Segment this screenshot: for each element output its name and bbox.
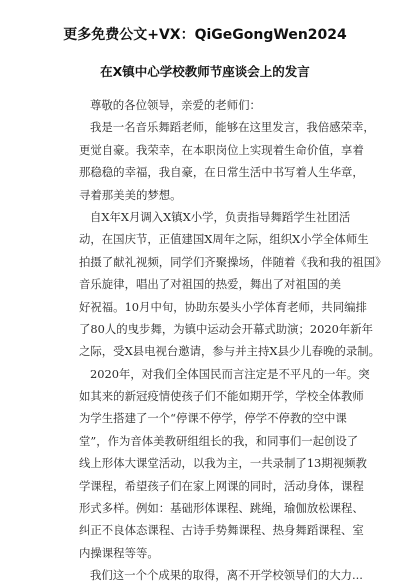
paragraph-line: 更觉自豪。我荣幸，在本职岗位上实现着生命价值，享着 — [79, 142, 364, 157]
paragraph-line: 为学生搭建了一个“停课不停学，停学不停教的空中课 — [79, 411, 347, 426]
paragraph-line: 之际，受X县电视台邀请，参与并主持X县少儿春晚的录制。 — [79, 344, 380, 359]
paragraph-line: 学课程，希望孩子们在家上网课的同时，活动身体，课程 — [79, 478, 364, 493]
paragraph-line: 线上形体大课堂活动，以我为主，一共录制了13期视频教 — [79, 456, 367, 471]
paragraph-line: 尊敬的各位领导，亲爱的老师们： — [90, 98, 261, 112]
paragraph-line: 好祝福。10月中旬，协助东晏头小学体育老师，共同编排 — [79, 299, 367, 314]
paragraph-line: 内操课程等等。 — [79, 545, 159, 560]
paragraph-line: 那稳稳的幸福，我自豪，在日常生活中书写着人生华章， — [79, 165, 364, 180]
paragraph-line: 我是一名音乐舞蹈老师，能够在这里发言，我倍感荣幸， — [90, 120, 375, 135]
paragraph-line: 音乐旋律，唱出了对祖国的热爱，舞出了对祖国的美 — [79, 277, 341, 292]
paragraph-line: 了80人的曳步舞，为镇中运动会开幕式助演；2020年新年 — [79, 321, 374, 336]
paragraph-line: 堂”，作为音体美教研组组长的我，和同事们一起创设了 — [79, 433, 359, 448]
paragraph-line: 我们这一个个成果的取得，离不开学校领导们的大力... — [90, 568, 363, 583]
document-title: 在X镇中心学校教师节座谈会上的发言 — [100, 64, 310, 79]
paragraph-line: 纠正不良体态课程、古诗手势舞课程、热身舞蹈课程、室 — [79, 523, 364, 538]
document-body — [79, 94, 387, 587]
paragraph-line: 2020年，对我们全体国民而言注定是不平凡的一年。突 — [90, 366, 370, 381]
paragraph-line: 拍摄了献礼视频，同学们齐聚操场，伴随着《我和我的祖国》 — [79, 254, 387, 269]
paragraph-line: 寻着那美美的梦想。 — [79, 187, 182, 202]
paragraph-line: 自X年X月调入X镇X小学，负责指导舞蹈学生社团活 — [90, 209, 351, 224]
watermark-header: 更多免费公文+VX：QiGeGongWen2024 — [63, 27, 347, 43]
paragraph-line: 动，在国庆节，正值建国X周年之际，组织X小学全体师生 — [79, 232, 369, 247]
paragraph-line: 形式多样。例如：基础形体课程、跳绳，瑜伽放松课程、 — [79, 501, 364, 516]
paragraph-line: 如其来的新冠疫情使孩子们不能如期开学，学校全体教师 — [79, 389, 364, 404]
